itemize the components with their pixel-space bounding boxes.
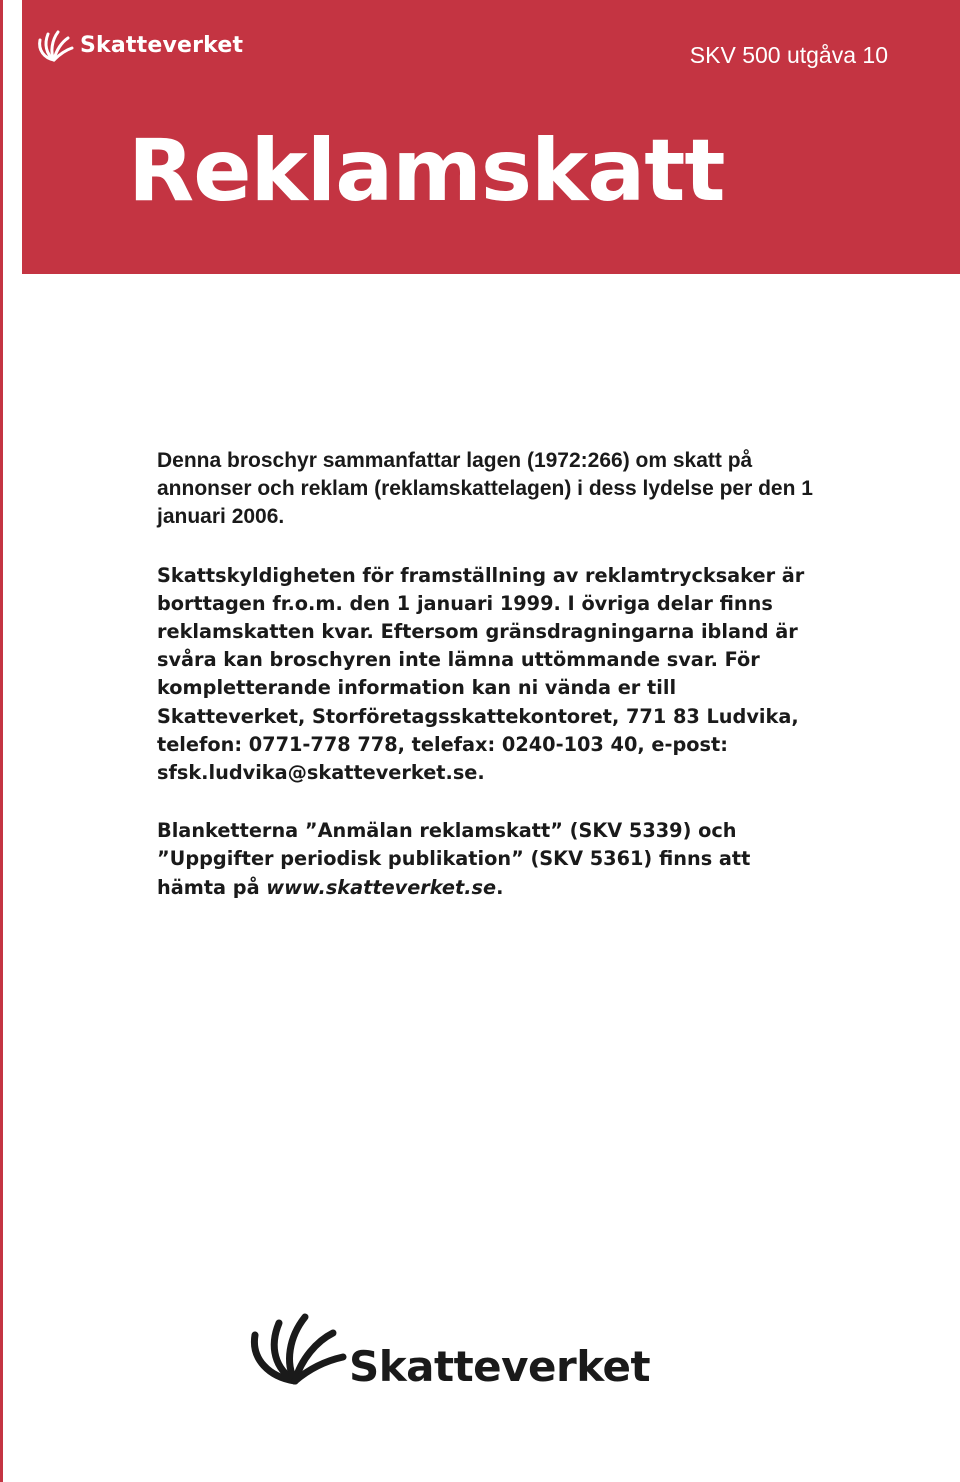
forms-paragraph-text: Blanketterna ”Anmälan reklamskatt” (SKV 5339) och ”Uppgifter periodisk publikation” (SKV 5361) finns att hämta på (157, 819, 751, 899)
website-link[interactable]: www.skatteverket.se (266, 875, 497, 899)
intro-paragraph: Denna broschyr sammanfattar lagen (1972:266) om skatt på annonser och reklam (reklamskattelagen) i dess lydelse per den 1 januari 2006. (157, 449, 813, 529)
left-edge-stripe (0, 0, 3, 1482)
footer-logo (243, 1305, 651, 1391)
info-paragraph: Skattskyldigheten för framställning av reklamtrycksaker är borttagen fr.o.m. den 1 januari 1999. I övriga delar finns reklamskatten kvar. Eftersom gränsdragningarna ibland är svåra kan broschyren inte lämna uttömmande svar. För kompletterande information kan ni vända er till Skatteverket, Storföretagsskattekontoret, 771 83 Ludvika, telefon: 0771-778 778, telefax: 0240-103 40, e-post: sfsk.ludvika@skatteverket.se. (157, 563, 805, 785)
page-title: Reklamskatt (128, 121, 725, 221)
document-code: SKV 500 utgåva 10 (689, 42, 888, 68)
body-content (157, 447, 817, 902)
forms-paragraph-end: . (496, 875, 504, 899)
skatteverket-logo-icon (243, 1305, 347, 1387)
header-brand-name: Skatteverket (80, 32, 244, 58)
header-brand (34, 26, 243, 64)
forms-paragraph (157, 817, 817, 902)
skatteverket-logo-icon (34, 26, 74, 64)
footer-brand-name: Skatteverket (349, 1342, 651, 1391)
